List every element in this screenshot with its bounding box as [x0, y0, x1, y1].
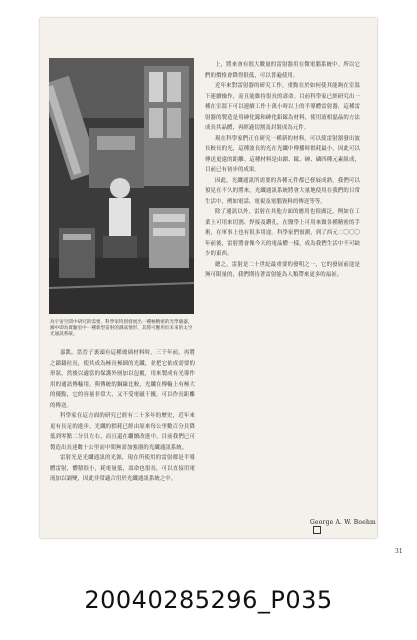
paragraph: 近年來對雷射器的研究工作，重點在於如何使其能夠在室溫下連續操作，而且能維持很長的壽命。目前科學家已經研究出一種在室溫下可以連續工作十萬小時以上的半導體雷射器，這種雷射器的製造是用砷化鎵和砷化鋁鎵為材料，使用液相磊晶的方法成長其晶體，再經過切割及封裝成為元件。 — [205, 83, 360, 131]
page-number: 31 — [395, 548, 403, 555]
laboratory-photo — [49, 58, 194, 314]
paragraph: 現在科學家們正在研究一種新的材料，可以使雷射器發出波長較長的光，這種波長的光在光纖中傳播時損耗最小，因此可以傳送更遠的距離。這種材料是由銦、鎵、砷、磷四種元素組成，目前已有初步的成果。 — [205, 135, 360, 173]
paragraph: 雷射光是光纖通訊的光源，現在所使用的雷射都是半導體雷射，體積很小，耗電量低，壽命也很長，可以直接用電流加以調變，因此非常適合用於光纖通訊系統之中。 — [50, 455, 195, 482]
article-column-left — [50, 348, 195, 485]
photo-caption: 為宇宙空間中研究的需要，科學家特別發展出一種極精密的光學儀器，圖中即為實驗室中一種新型雷射的測試情形，其將可應用於未來的太空光通訊系統。 — [50, 320, 193, 337]
author-signature — [310, 519, 377, 534]
archive-id-label: 20040285296_P035 — [84, 586, 333, 614]
scanned-page — [40, 18, 403, 555]
paragraph: 總之，雷射是二十世紀最重要的發明之一，它的發展前途是無可限量的，我們期待著雷射能為人類帶來更多的福祉。 — [205, 261, 360, 278]
paragraph: 因此，光纖通訊所需要的各種元件都已發展成熟，我們可以預見在不久的將來，光纖通訊系統將會大量地使用在我們的日常生活中，例如電話、電視及電腦資料的傳送等等。 — [205, 177, 360, 205]
author-name: George A. W. Boehm — [310, 519, 376, 526]
paragraph: 科學家在這方面的研究已經有二十多年的歷史，近年來更有長足的進步。光纖的損耗已經由原來每公里數百分貝降低到零點二分貝左右，而且還在繼續改進中。目前我們已可製造出長達數十公里而中間無需加強器的光纖通訊系統。 — [50, 413, 195, 451]
laboratory-photo-image — [49, 58, 194, 314]
end-mark-icon — [313, 526, 321, 534]
paragraph: 上，將來會有很大數量的雷射器用在微電腦系統中。所以它們的價格會降得很低，可以普遍使用。 — [205, 62, 360, 79]
paragraph: 除了通訊以外，雷射在其他方面的應用也很廣泛，例如在工業上可用來切割、焊接及鑽孔，在醫學上可用來做各種精密的手術，在軍事上也有很多用途。科學家們預測，到了西元二〇〇〇年前後，雷射將會像今天的電晶體一樣，成為我們生活中不可缺少的東西。 — [205, 209, 360, 257]
article-column-right — [205, 60, 360, 281]
paragraph: 嘉凱。當晉子裏頭有這種玻璃材料時，三千年前，再將之鎔鑄拉長，使其成為極長極細的光纖，並把它依成需要的形狀，然後以適當的保護外層加以包覆，用來製成有光導作用的通訊傳輸用。與傳統的銅線比較，光纖在傳輸上有極大的優點，它的容量非常大，又不受電磁干擾，可以作長距離的傳送。 — [50, 350, 195, 409]
